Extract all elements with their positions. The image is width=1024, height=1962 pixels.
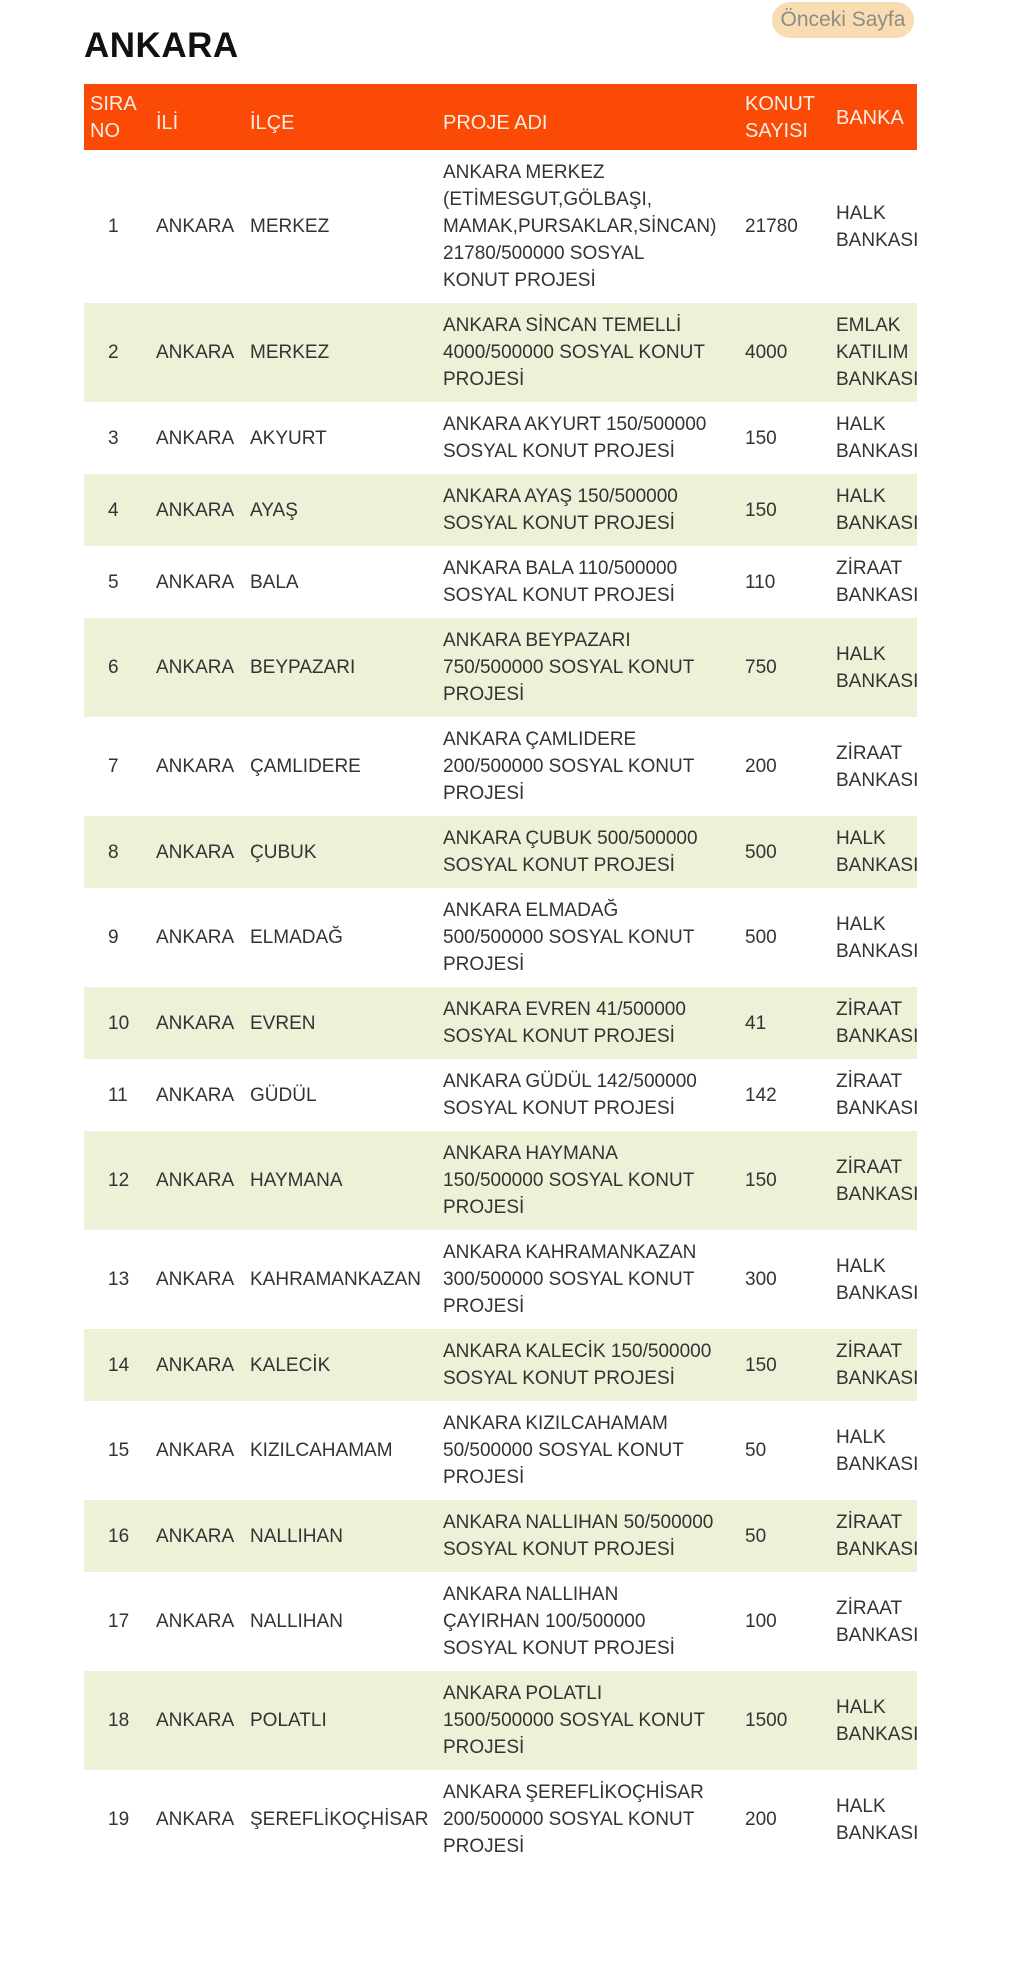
konut-cell: 200 — [745, 1809, 777, 1830]
table-row — [84, 987, 917, 1059]
table-row — [84, 816, 917, 888]
konut-cell: 200 — [745, 756, 777, 777]
column-header-ilce: İLÇE — [250, 111, 295, 134]
proje-cell: ANKARA BALA 110/500000 SOSYAL KONUT PROJESİ — [443, 558, 678, 606]
proje-cell: ANKARA ELMADAĞ 500/500000 SOSYAL KONUT PROJESİ — [443, 900, 695, 975]
konut-cell: 4000 — [745, 342, 788, 363]
no-cell: 2 — [108, 342, 119, 363]
ilce-cell: EVREN — [250, 1012, 316, 1034]
proje-cell: ANKARA AKYURT 150/500000 SOSYAL KONUT PROJESİ — [443, 414, 707, 462]
konut-cell: 50 — [745, 1525, 767, 1547]
proje-cell: ANKARA GÜDÜL 142/500000 SOSYAL KONUT PROJESİ — [443, 1071, 697, 1119]
no-cell: 7 — [108, 756, 119, 777]
table-row — [84, 1131, 917, 1230]
banka-cell: HALK BANKASI — [836, 1795, 919, 1844]
ilce-cell: HAYMANA — [250, 1170, 343, 1191]
column-header-proje-adi: PROJE ADI — [443, 111, 548, 134]
previous-page-button[interactable]: Önceki Sayfa — [772, 2, 914, 38]
no-cell: 8 — [108, 841, 119, 863]
banka-cell: HALK BANKASI — [836, 1426, 919, 1475]
il-cell: ANKARA — [156, 756, 235, 777]
banka-cell: ZİRAAT BANKASI — [836, 1156, 919, 1205]
no-cell: 9 — [108, 927, 119, 948]
proje-cell: ANKARA ÇUBUK 500/500000 SOSYAL KONUT PROJESİ — [443, 828, 698, 876]
il-cell: ANKARA — [156, 1611, 235, 1632]
proje-cell: ANKARA KIZILCAHAMAM 50/500000 SOSYAL KONUT PROJESİ — [443, 1413, 684, 1488]
ilce-cell: GÜDÜL — [250, 1084, 317, 1106]
il-cell: ANKARA — [156, 1809, 235, 1830]
konut-cell: 150 — [745, 1354, 777, 1376]
proje-cell: ANKARA SİNCAN TEMELLİ 4000/500000 SOSYAL KONUT PROJESİ — [443, 315, 705, 390]
konut-cell: 110 — [745, 571, 776, 593]
no-cell: 11 — [108, 1084, 128, 1106]
ilce-cell: BEYPAZARI — [250, 657, 356, 678]
no-cell: 4 — [108, 499, 119, 521]
no-cell: 3 — [108, 427, 119, 449]
il-cell: ANKARA — [156, 427, 235, 449]
banka-cell: HALK BANKASI — [836, 486, 919, 534]
banka-cell: ZİRAAT BANKASI — [836, 1512, 919, 1560]
column-header-sira-no: SIRA NO — [90, 93, 136, 142]
ilce-cell: ÇUBUK — [250, 841, 317, 863]
konut-cell: 142 — [745, 1084, 777, 1106]
ilce-cell: MERKEZ — [250, 342, 330, 363]
table-row — [84, 1329, 917, 1401]
ilce-cell: BALA — [250, 571, 299, 593]
banka-cell: ZİRAAT BANKASI — [836, 742, 919, 791]
il-cell: ANKARA — [156, 1710, 235, 1731]
ilce-cell: ELMADAĞ — [250, 927, 343, 948]
no-cell: 1 — [108, 216, 119, 237]
banka-cell: HALK BANKASI — [836, 1255, 919, 1304]
konut-cell: 21780 — [745, 216, 798, 237]
banka-cell: ZİRAAT BANKASI — [836, 1071, 919, 1119]
column-header-banka: BANKA — [836, 106, 904, 129]
proje-cell: ANKARA BEYPAZARI 750/500000 SOSYAL KONUT PROJESİ — [443, 630, 695, 705]
table-row — [84, 1572, 917, 1671]
no-cell: 18 — [108, 1710, 130, 1731]
no-cell: 10 — [108, 1012, 130, 1034]
il-cell: ANKARA — [156, 1440, 235, 1461]
table-header — [84, 84, 917, 150]
table-row — [84, 474, 917, 546]
il-cell: ANKARA — [156, 1012, 235, 1034]
no-cell: 15 — [108, 1440, 130, 1461]
banka-cell: HALK BANKASI — [836, 913, 919, 962]
proje-cell: ANKARA ÇAMLIDERE 200/500000 SOSYAL KONUT PROJESİ — [443, 729, 695, 804]
konut-cell: 50 — [745, 1440, 767, 1461]
banka-cell: HALK BANKASI — [836, 202, 919, 251]
il-cell: ANKARA — [156, 657, 235, 678]
table-row — [84, 618, 917, 717]
ilce-cell: ŞEREFLİKOÇHİSAR — [250, 1809, 429, 1830]
no-cell: 13 — [108, 1269, 130, 1290]
no-cell: 12 — [108, 1170, 130, 1191]
banka-cell: ZİRAAT BANKASI — [836, 558, 919, 606]
il-cell: ANKARA — [156, 1525, 235, 1547]
il-cell: ANKARA — [156, 841, 235, 863]
proje-cell: ANKARA KAHRAMANKAZAN 300/500000 SOSYAL KONUT PROJESİ — [443, 1242, 697, 1317]
proje-cell: ANKARA EVREN 41/500000 SOSYAL KONUT PROJESİ — [443, 999, 686, 1047]
table-row — [84, 1671, 917, 1770]
banka-cell: ZİRAAT BANKASI — [836, 1597, 919, 1646]
page-title: ANKARA — [84, 26, 239, 65]
proje-cell: ANKARA NALLIHAN ÇAYIRHAN 100/500000 SOSYAL KONUT PROJESİ — [443, 1584, 675, 1659]
proje-cell: ANKARA KALECİK 150/500000 SOSYAL KONUT PROJESİ — [443, 1341, 712, 1389]
table-row — [84, 717, 917, 816]
ilce-cell: KIZILCAHAMAM — [250, 1440, 393, 1461]
table-body — [84, 150, 917, 1869]
banka-cell: ZİRAAT BANKASI — [836, 1341, 919, 1389]
table-header-row — [84, 84, 917, 150]
banka-cell: ZİRAAT BANKASI — [836, 999, 919, 1047]
il-cell: ANKARA — [156, 499, 235, 521]
il-cell: ANKARA — [156, 342, 235, 363]
proje-cell: ANKARA HAYMANA 150/500000 SOSYAL KONUT PROJESİ — [443, 1143, 695, 1218]
il-cell: ANKARA — [156, 1269, 235, 1290]
column-header-ili: İLİ — [156, 111, 179, 134]
konut-cell: 500 — [745, 927, 777, 948]
table-row — [84, 1770, 917, 1869]
il-cell: ANKARA — [156, 571, 235, 593]
table-row — [84, 1059, 917, 1131]
ilce-cell: ÇAMLIDERE — [250, 756, 361, 777]
konut-cell: 150 — [745, 499, 777, 521]
no-cell: 17 — [108, 1611, 130, 1632]
konut-cell: 100 — [745, 1611, 777, 1632]
il-cell: ANKARA — [156, 927, 235, 948]
no-cell: 5 — [108, 571, 119, 593]
ilce-cell: KALECİK — [250, 1354, 331, 1376]
table-row — [84, 1401, 917, 1500]
proje-cell: ANKARA MERKEZ (ETİMESGUT,GÖLBAŞI, MAMAK,PURSAKLAR,SİNCAN) 21780/500000 SOSYAL KONUT PROJESİ — [443, 162, 717, 291]
banka-cell: EMLAK KATILIM BANKASI — [836, 315, 919, 390]
table-row — [84, 1230, 917, 1329]
banka-cell: HALK BANKASI — [836, 414, 919, 462]
il-cell: ANKARA — [156, 1354, 235, 1376]
ilce-cell: POLATLI — [250, 1710, 327, 1731]
projects-table — [84, 84, 917, 1869]
konut-cell: 150 — [745, 1170, 777, 1191]
table-row — [84, 546, 917, 618]
konut-cell: 300 — [745, 1269, 777, 1290]
ilce-cell: NALLIHAN — [250, 1611, 343, 1632]
table-row — [84, 150, 917, 303]
ilce-cell: KAHRAMANKAZAN — [250, 1269, 422, 1290]
table-row — [84, 402, 917, 474]
no-cell: 16 — [108, 1525, 130, 1547]
proje-cell: ANKARA NALLIHAN 50/500000 SOSYAL KONUT PROJESİ — [443, 1512, 714, 1560]
no-cell: 14 — [108, 1354, 130, 1376]
konut-cell: 1500 — [745, 1710, 788, 1731]
konut-cell: 750 — [745, 657, 777, 678]
no-cell: 6 — [108, 657, 119, 678]
column-header-konut-sayisi: KONUT SAYISI — [745, 93, 815, 142]
il-cell: ANKARA — [156, 216, 235, 237]
konut-cell: 150 — [745, 427, 777, 449]
ilce-cell: NALLIHAN — [250, 1525, 343, 1547]
ilce-cell: AYAŞ — [250, 499, 298, 521]
ilce-cell: AKYURT — [250, 427, 327, 449]
table-row — [84, 303, 917, 402]
banka-cell: HALK BANKASI — [836, 1696, 919, 1745]
proje-cell: ANKARA ŞEREFLİKOÇHİSAR 200/500000 SOSYAL KONUT PROJESİ — [443, 1782, 704, 1857]
table-row — [84, 888, 917, 987]
konut-cell: 41 — [745, 1012, 767, 1034]
banka-cell: HALK BANKASI — [836, 643, 919, 692]
il-cell: ANKARA — [156, 1084, 235, 1106]
ilce-cell: MERKEZ — [250, 216, 330, 237]
proje-cell: ANKARA AYAŞ 150/500000 SOSYAL KONUT PROJESİ — [443, 486, 678, 534]
konut-cell: 500 — [745, 841, 777, 863]
proje-cell: ANKARA POLATLI 1500/500000 SOSYAL KONUT PROJESİ — [443, 1683, 705, 1758]
il-cell: ANKARA — [156, 1170, 235, 1191]
table-row — [84, 1500, 917, 1572]
banka-cell: HALK BANKASI — [836, 828, 919, 876]
no-cell: 19 — [108, 1809, 130, 1830]
